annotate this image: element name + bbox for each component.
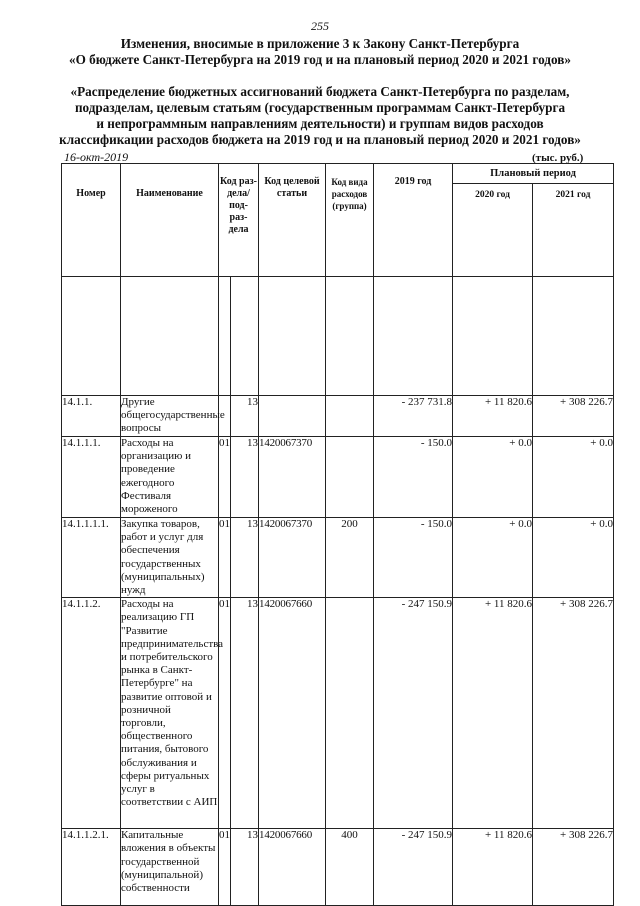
cell-target: 1420067660 bbox=[259, 829, 326, 906]
cell-podrazdel: 13 bbox=[231, 437, 259, 518]
col-header-razdel: Код раз- дела/ под- раз- дела bbox=[219, 164, 259, 277]
cell-number: 14.1.1.2.1. bbox=[62, 829, 121, 906]
document-date: 16-окт-2019 bbox=[64, 150, 129, 164]
cell-2020: + 11 820.6 bbox=[453, 829, 533, 906]
cell-target: 1420067370 bbox=[259, 437, 326, 518]
cell-name: Другие общегосударственные вопросы bbox=[121, 396, 219, 437]
cell-number: 14.1.1.2. bbox=[62, 598, 121, 829]
cell-2020: + 11 820.6 bbox=[453, 396, 533, 437]
cell-2019: - 237 731.8 bbox=[374, 396, 453, 437]
cell-number: 14.1.1. bbox=[62, 396, 121, 437]
subtitle-line: классификации расходов бюджета на 2019 год и на плановый период 2020 и 2021 годов» bbox=[59, 132, 581, 147]
cell-2021: + 308 226.7 bbox=[533, 396, 614, 437]
cell-razdel: 01 bbox=[219, 829, 231, 906]
cell-vid: 200 bbox=[326, 518, 374, 598]
cell-2019: - 247 150.9 bbox=[374, 598, 453, 829]
col-header-number: Номер bbox=[62, 164, 121, 277]
cell-2021: + 0.0 bbox=[533, 437, 614, 518]
cell-2019: - 150.0 bbox=[374, 437, 453, 518]
cell-podrazdel: 13 bbox=[231, 518, 259, 598]
cell-podrazdel: 13 bbox=[231, 598, 259, 829]
cell-podrazdel: 13 bbox=[231, 829, 259, 906]
cell-name: Капитальные вложения в объекты государственной (муниципальной) собственности bbox=[121, 829, 219, 906]
cell-razdel: 01 bbox=[219, 518, 231, 598]
cell-2021: + 308 226.7 bbox=[533, 829, 614, 906]
cell-2020: + 0.0 bbox=[453, 518, 533, 598]
col-header-plan: Плановый период bbox=[453, 164, 614, 184]
document-subtitle bbox=[0, 84, 640, 148]
cell-vid bbox=[326, 437, 374, 518]
budget-table bbox=[61, 163, 614, 906]
cell-number: 14.1.1.1.1. bbox=[62, 518, 121, 598]
table-row bbox=[62, 396, 614, 437]
cell-name: Расходы на реализацию ГП "Развитие предпринимательства и потребительского рынка в Санкт-Петербурге" на развитие оптовой и розничной торговли, общественного питания, бытового обслуживания и сферы ритуальных услуг в соответствии с АИП bbox=[121, 598, 219, 829]
table-row bbox=[62, 518, 614, 598]
col-header-2021: 2021 год bbox=[533, 184, 614, 277]
cell-2020: + 11 820.6 bbox=[453, 598, 533, 829]
subtitle-line: подразделам, целевым статьям (государственным программам Санкт-Петербурга bbox=[74, 100, 566, 115]
title-line: «О бюджете Санкт-Петербурга на 2019 год и на плановый период 2020 и 2021 годов» bbox=[69, 52, 571, 67]
spacer-row bbox=[62, 277, 614, 396]
cell-target: 1420067370 bbox=[259, 518, 326, 598]
cell-2019: - 247 150.9 bbox=[374, 829, 453, 906]
header-row bbox=[62, 164, 614, 184]
cell-name: Расходы на организацию и проведение ежегодного Фестиваля мороженого bbox=[121, 437, 219, 518]
cell-podrazdel: 13 bbox=[231, 396, 259, 437]
table-row bbox=[62, 829, 614, 906]
subtitle-line: и непрограммным направлениям деятельности) и группам видов расходов bbox=[96, 116, 544, 131]
document-title bbox=[0, 36, 640, 68]
title-line: Изменения, вносимые в приложение 3 к Закону Санкт-Петербурга bbox=[120, 36, 520, 51]
cell-target bbox=[259, 396, 326, 437]
col-header-vid: Код вида расходов (группа) bbox=[326, 164, 374, 277]
cell-razdel: 01 bbox=[219, 437, 231, 518]
cell-2021: + 308 226.7 bbox=[533, 598, 614, 829]
col-header-target: Код целевой статьи bbox=[259, 164, 326, 277]
cell-name: Закупка товаров, работ и услуг для обеспечения государственных (муниципальных) нужд bbox=[121, 518, 219, 598]
col-header-2019: 2019 год bbox=[374, 164, 453, 277]
page-number: 255 bbox=[311, 19, 329, 33]
cell-2019: - 150.0 bbox=[374, 518, 453, 598]
cell-2021: + 0.0 bbox=[533, 518, 614, 598]
units-label: (тыс. руб.) bbox=[532, 152, 584, 164]
cell-razdel: 01 bbox=[219, 598, 231, 829]
table-row bbox=[62, 437, 614, 518]
cell-2020: + 0.0 bbox=[453, 437, 533, 518]
cell-vid bbox=[326, 396, 374, 437]
cell-target: 1420067660 bbox=[259, 598, 326, 829]
col-header-name: Наименование bbox=[121, 164, 219, 277]
cell-vid: 400 bbox=[326, 829, 374, 906]
subtitle-line: «Распределение бюджетных ассигнований бюджета Санкт-Петербурга по разделам, bbox=[70, 84, 570, 99]
cell-number: 14.1.1.1. bbox=[62, 437, 121, 518]
table-row bbox=[62, 598, 614, 829]
col-header-2020: 2020 год bbox=[453, 184, 533, 277]
cell-vid bbox=[326, 598, 374, 829]
